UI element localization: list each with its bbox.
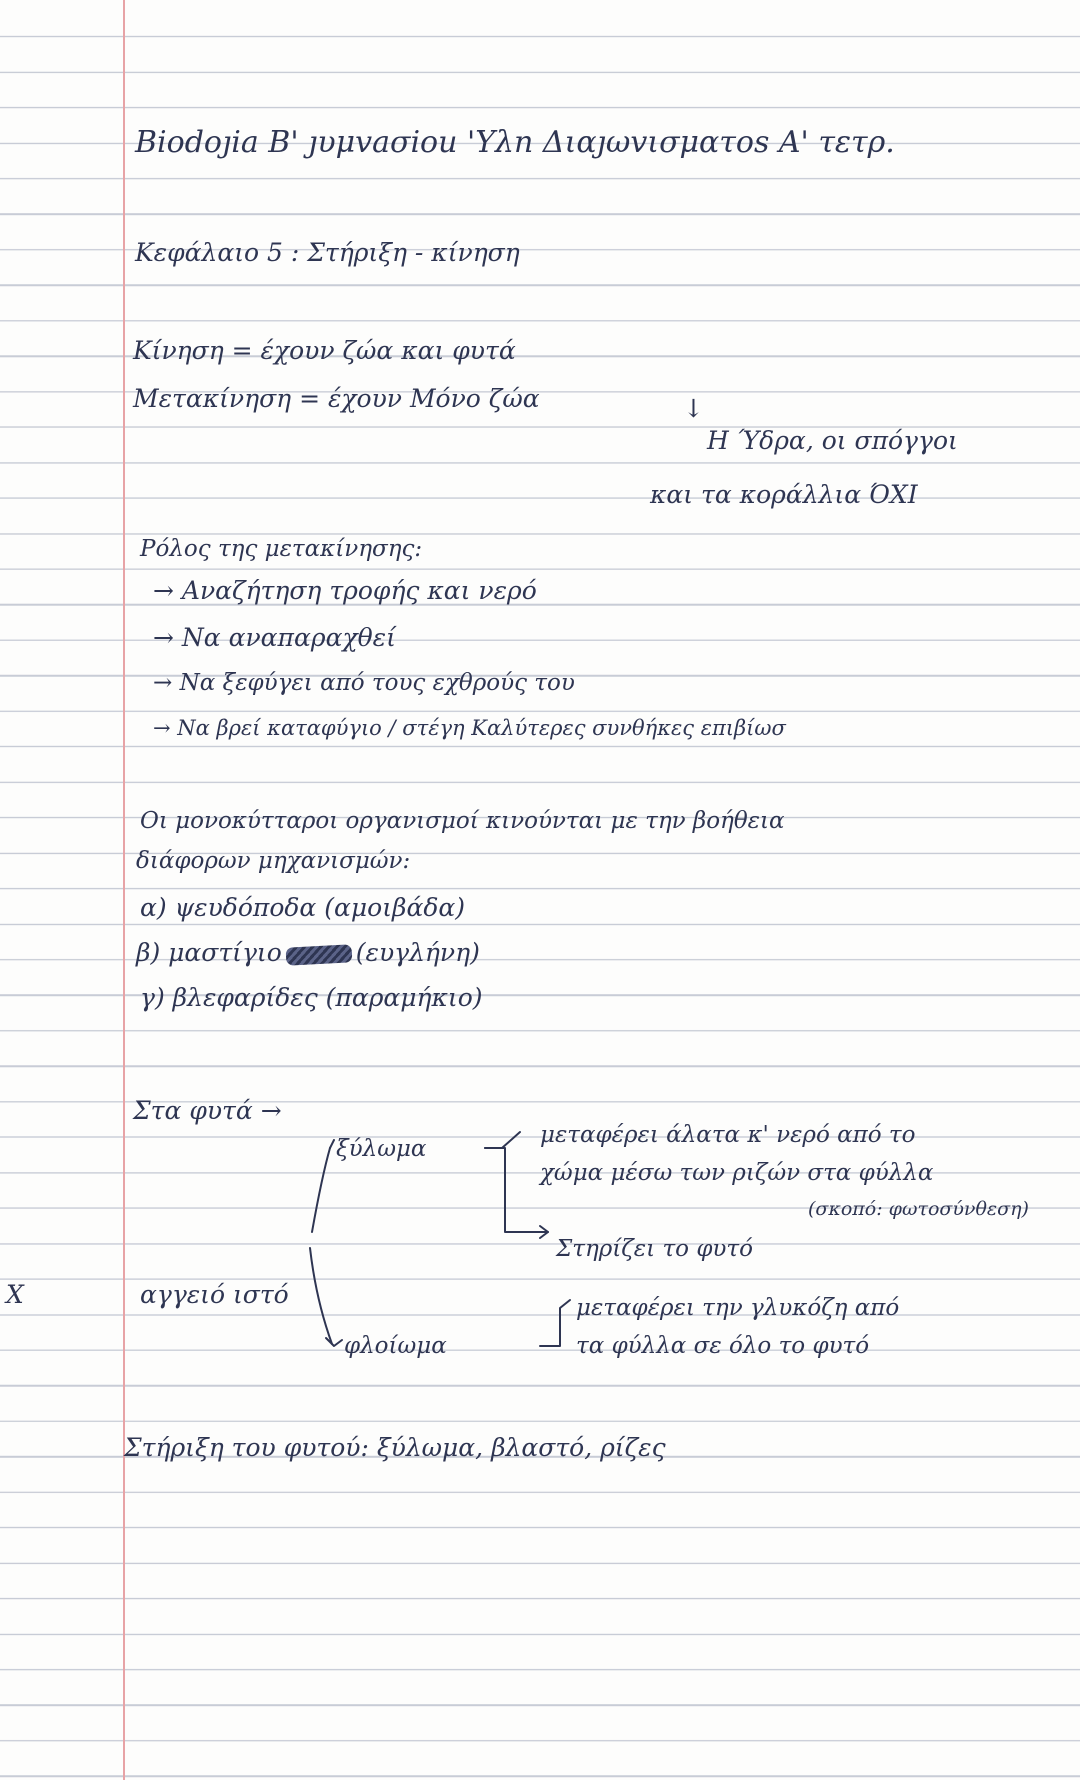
plant-support-summary: Στήριξη του φυτού: ξύλωμα, βλαστό, ρίζες: [124, 1433, 666, 1462]
xylem-support-connector: [485, 1148, 548, 1232]
locomotion-definition: Μετακίνηση = έχουν Μόνο ζώα: [133, 384, 540, 413]
mechanism-a: α) ψευδόποδα (αμοιβάδα): [140, 893, 466, 922]
bracket-lower-branch: [310, 1248, 332, 1344]
chapter-heading: Κεφάλαιο 5 : Στήριξη - κίνηση: [135, 238, 520, 267]
xylem-label: ξύλωμα: [336, 1136, 427, 1162]
phloem-connector: [540, 1300, 570, 1346]
unicellular-line-2: διάφορων μηχανισμών:: [136, 848, 411, 874]
exception-note-line-1: Η Ύδρα, οι σπόγγοι: [707, 426, 958, 455]
bracket-upper-tip: [330, 1140, 334, 1148]
xylem-transport-connector: [485, 1132, 520, 1148]
xylem-description-3: (σκοπό: φωτοσύνθεση): [808, 1198, 1029, 1220]
phloem-label: φλοίωμα: [344, 1333, 447, 1359]
role-item-reproduce: → Να αναπαραχθεί: [153, 623, 396, 652]
down-arrow: ↓: [683, 394, 704, 423]
xylem-description-2: χώμα μέσω των ριζών στα φύλλα: [540, 1160, 934, 1186]
role-item-food: → Αναζήτηση τροφής και νερό: [153, 576, 537, 605]
margin-x-mark: X: [6, 1280, 24, 1309]
mechanism-b-label: β) μαστίγιο: [136, 938, 282, 967]
bracket-upper-branch: [312, 1148, 330, 1232]
plants-lead: Στα φυτά →: [133, 1096, 282, 1125]
phloem-description-2: τα φύλλα σε όλο το φυτό: [576, 1333, 870, 1359]
xylem-description-1: μεταφέρει άλατα κ' νερό από το: [540, 1122, 916, 1148]
exception-note-line-2: και τα κοράλλια ΌΧΙ: [650, 480, 918, 509]
bracket-lower-arrowhead: [326, 1338, 342, 1346]
unicellular-line-1: Οι μονοκύτταροι οργανισμοί κινούνται με την βοήθεια: [140, 808, 785, 834]
role-heading: Ρόλος της μετακίνησης:: [140, 536, 423, 562]
page-title: Biodoȷia B' ȷυμvaσiou 'Yλn Διαȷωvισματos A' τετρ.: [135, 125, 895, 160]
movement-definition: Κίνηση = έχουν ζώα και φυτά: [133, 336, 516, 365]
role-item-shelter: → Να βρεί καταφύγιο / στέγη Καλύτερες συνθήκες επιβίωσ: [153, 716, 786, 740]
xylem-support: Στηρίζει το φυτό: [556, 1236, 753, 1262]
vascular-tissue-label: αγγειό ιστό: [140, 1280, 289, 1309]
phloem-description-1: μεταφέρει την γλυκόζη από: [576, 1295, 900, 1321]
mechanism-b-example: (ευγλήνη): [355, 938, 480, 967]
mechanism-c: γ) βλεφαρίδες (παραμήκιο): [140, 983, 483, 1012]
role-item-escape: → Να ξεφύγει από τους εχθρούς του: [153, 670, 575, 696]
